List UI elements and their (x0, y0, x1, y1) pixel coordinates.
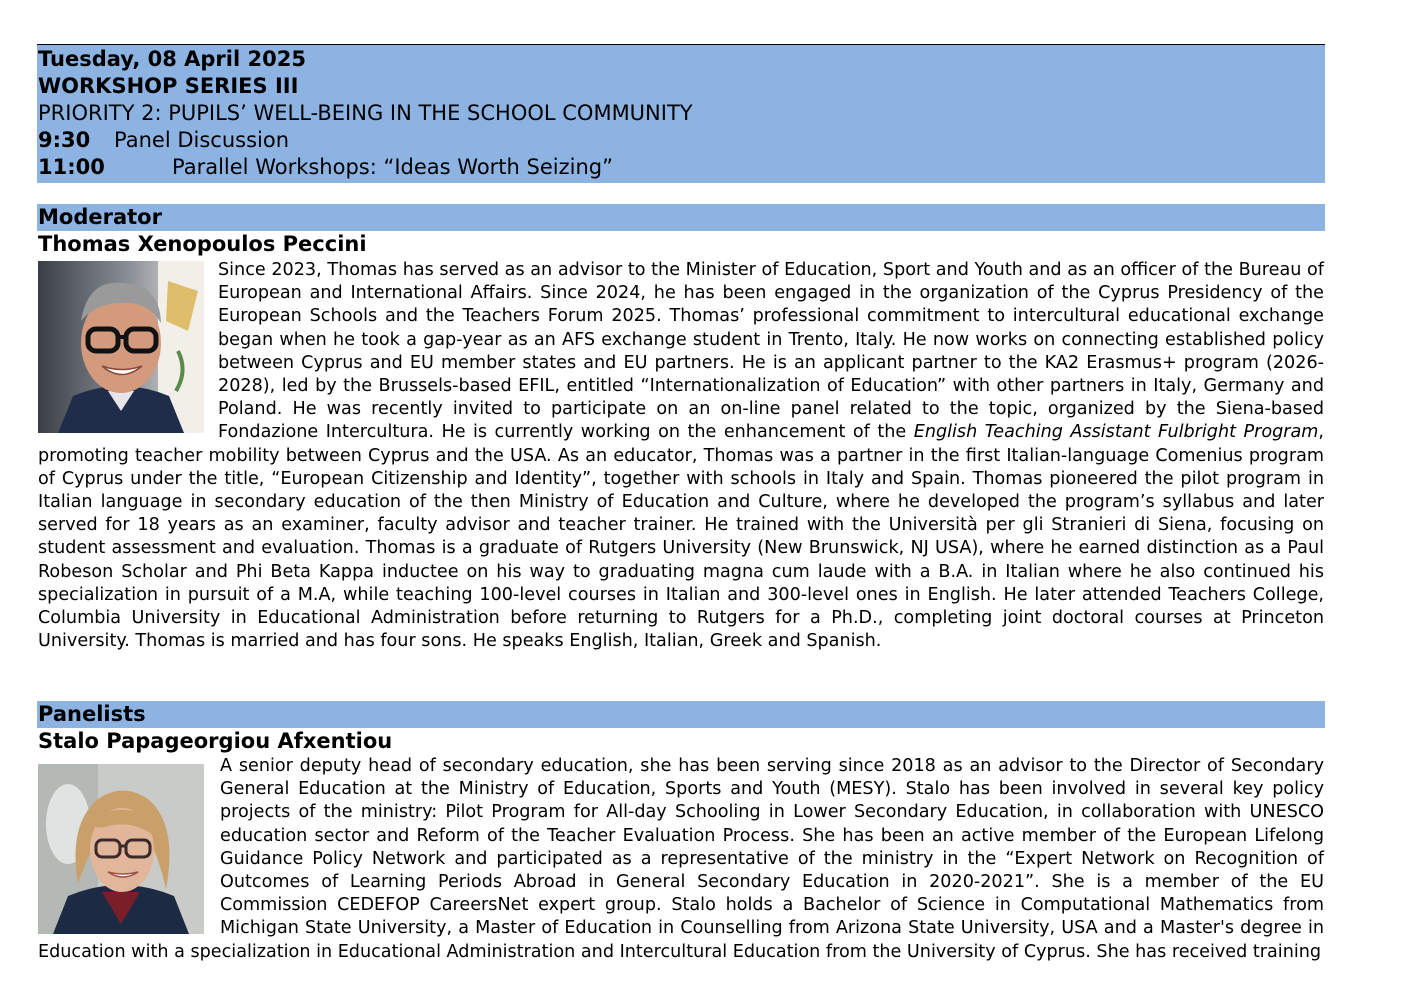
schedule-time: 9:30 (38, 128, 91, 152)
moderator-section (38, 259, 1324, 653)
schedule-time: 11:00 (38, 155, 105, 179)
schedule-label: Panel Discussion (114, 128, 290, 152)
session-header (37, 45, 1325, 183)
moderator-bio-text: Since 2023, Thomas has served as an advisor to the Minister of Education, Sport and Youth and as an officer of the Bureau of European and International Affairs. Since 2024, he has been engaged in the organization of the Cyprus Presidency of the European Schools and the Teachers Forum 2025. Thomas’ professional commitment to intercultural educational exchange began when he took a gap-year as an AFS exchange student in Trento, Italy. He now works on connecting established policy between Cyprus and EU member states and EU partners. He is an applicant partner to the KA2 Erasmus+ program (2026-2028), led by the Brussels-based EFIL, entitled “Internationalization of Education” with other partners in Italy, Germany and Poland. He was recently invited to participate on an on-line panel related to the topic, organized by the Siena-based Fondazione Intercultura. He is currently working on the enhancement of the (218, 260, 1324, 443)
moderator-heading: Moderator (37, 204, 1325, 231)
moderator-name: Thomas Xenopoulos Peccini (38, 232, 367, 256)
schedule-row (38, 127, 289, 154)
panelist-bio-text: A senior deputy head of secondary education, she has been serving since 2018 as an advisor to the Director of Secondary General Education at the Ministry of Education, Sports and Youth (MESY). Stalo has been involved in several key policy projects of the ministry: Pilot Program for All-day Schooling in Lower Secondary Education, in collaboration with UNESCO education sector and Reform of the Teacher Evaluation Process. She has been an active member of the European Lifelong Guidance Policy Network and participated as a representative of the ministry in the “Expert Network on Recognition of Outcomes of Learning Periods Abroad in General Secondary Education in 2020-2021”. She is a member of the EU Commission CEDEFOP CareersNet expert group. Stalo holds a Bachelor of Science in Computational Mathematics from Michigan State University, a Master of Education in Counselling from Arizona State University, USA and a Master's degree in Education with a specialization in Educational Administration and Intercultural Education from the University of Cyprus. She has received training (38, 756, 1324, 962)
moderator-bio-text-continued: , promoting teacher mobility between Cyprus and the USA. As an educator, Thomas was a partner in the first Italian-language Comenius program of Cyprus under the title, “European Citizenship and Identity”, together with schools in Italy and Spain. Thomas pioneered the pilot program in Italian language in secondary education of the then Ministry of Education and Culture, where he developed the program’s syllabus and later served for 18 years as an examiner, faculty advisor and teacher trainer. He trained with the Università per gli Stranieri di Siena, focusing on student assessment and evaluation. Thomas is a graduate of Rutgers University (New Brunswick, NJ USA), where he earned distinction as a Paul Robeson Scholar and Phi Beta Kappa inductee on his way to graduating magna cum laude with a B.A. in Italian where he also continued his specialization in pursuit of a M.A, while teaching 100-level courses in Italian and 300-level ones in English. He later attended Teachers College, Columbia University in Educational Administration before returning to Rutgers for a Ph.D., completing joint doctoral courses at Princeton University. Thomas is married and has four sons. He speaks English, Italian, Greek and Spanish. (38, 422, 1325, 652)
portrait-image (38, 261, 204, 433)
panelists-heading: Panelists (37, 701, 1325, 728)
panelist-section (38, 755, 1324, 964)
schedule-row (38, 154, 613, 181)
workshop-series-title: WORKSHOP SERIES III (38, 74, 299, 98)
panelist-name: Stalo Papageorgiou Afxentiou (38, 729, 393, 753)
panelist-photo (38, 764, 204, 934)
priority-title: PRIORITY 2: PUPILS’ WELL-BEING IN THE SCHOOL COMMUNITY (38, 101, 693, 125)
moderator-photo (38, 261, 204, 433)
schedule-label: Parallel Workshops: “Ideas Worth Seizing” (172, 155, 613, 179)
moderator-bio-program: English Teaching Assistant Fulbright Program (913, 422, 1319, 443)
session-date: Tuesday, 08 April 2025 (38, 47, 306, 71)
portrait-image (38, 764, 204, 934)
